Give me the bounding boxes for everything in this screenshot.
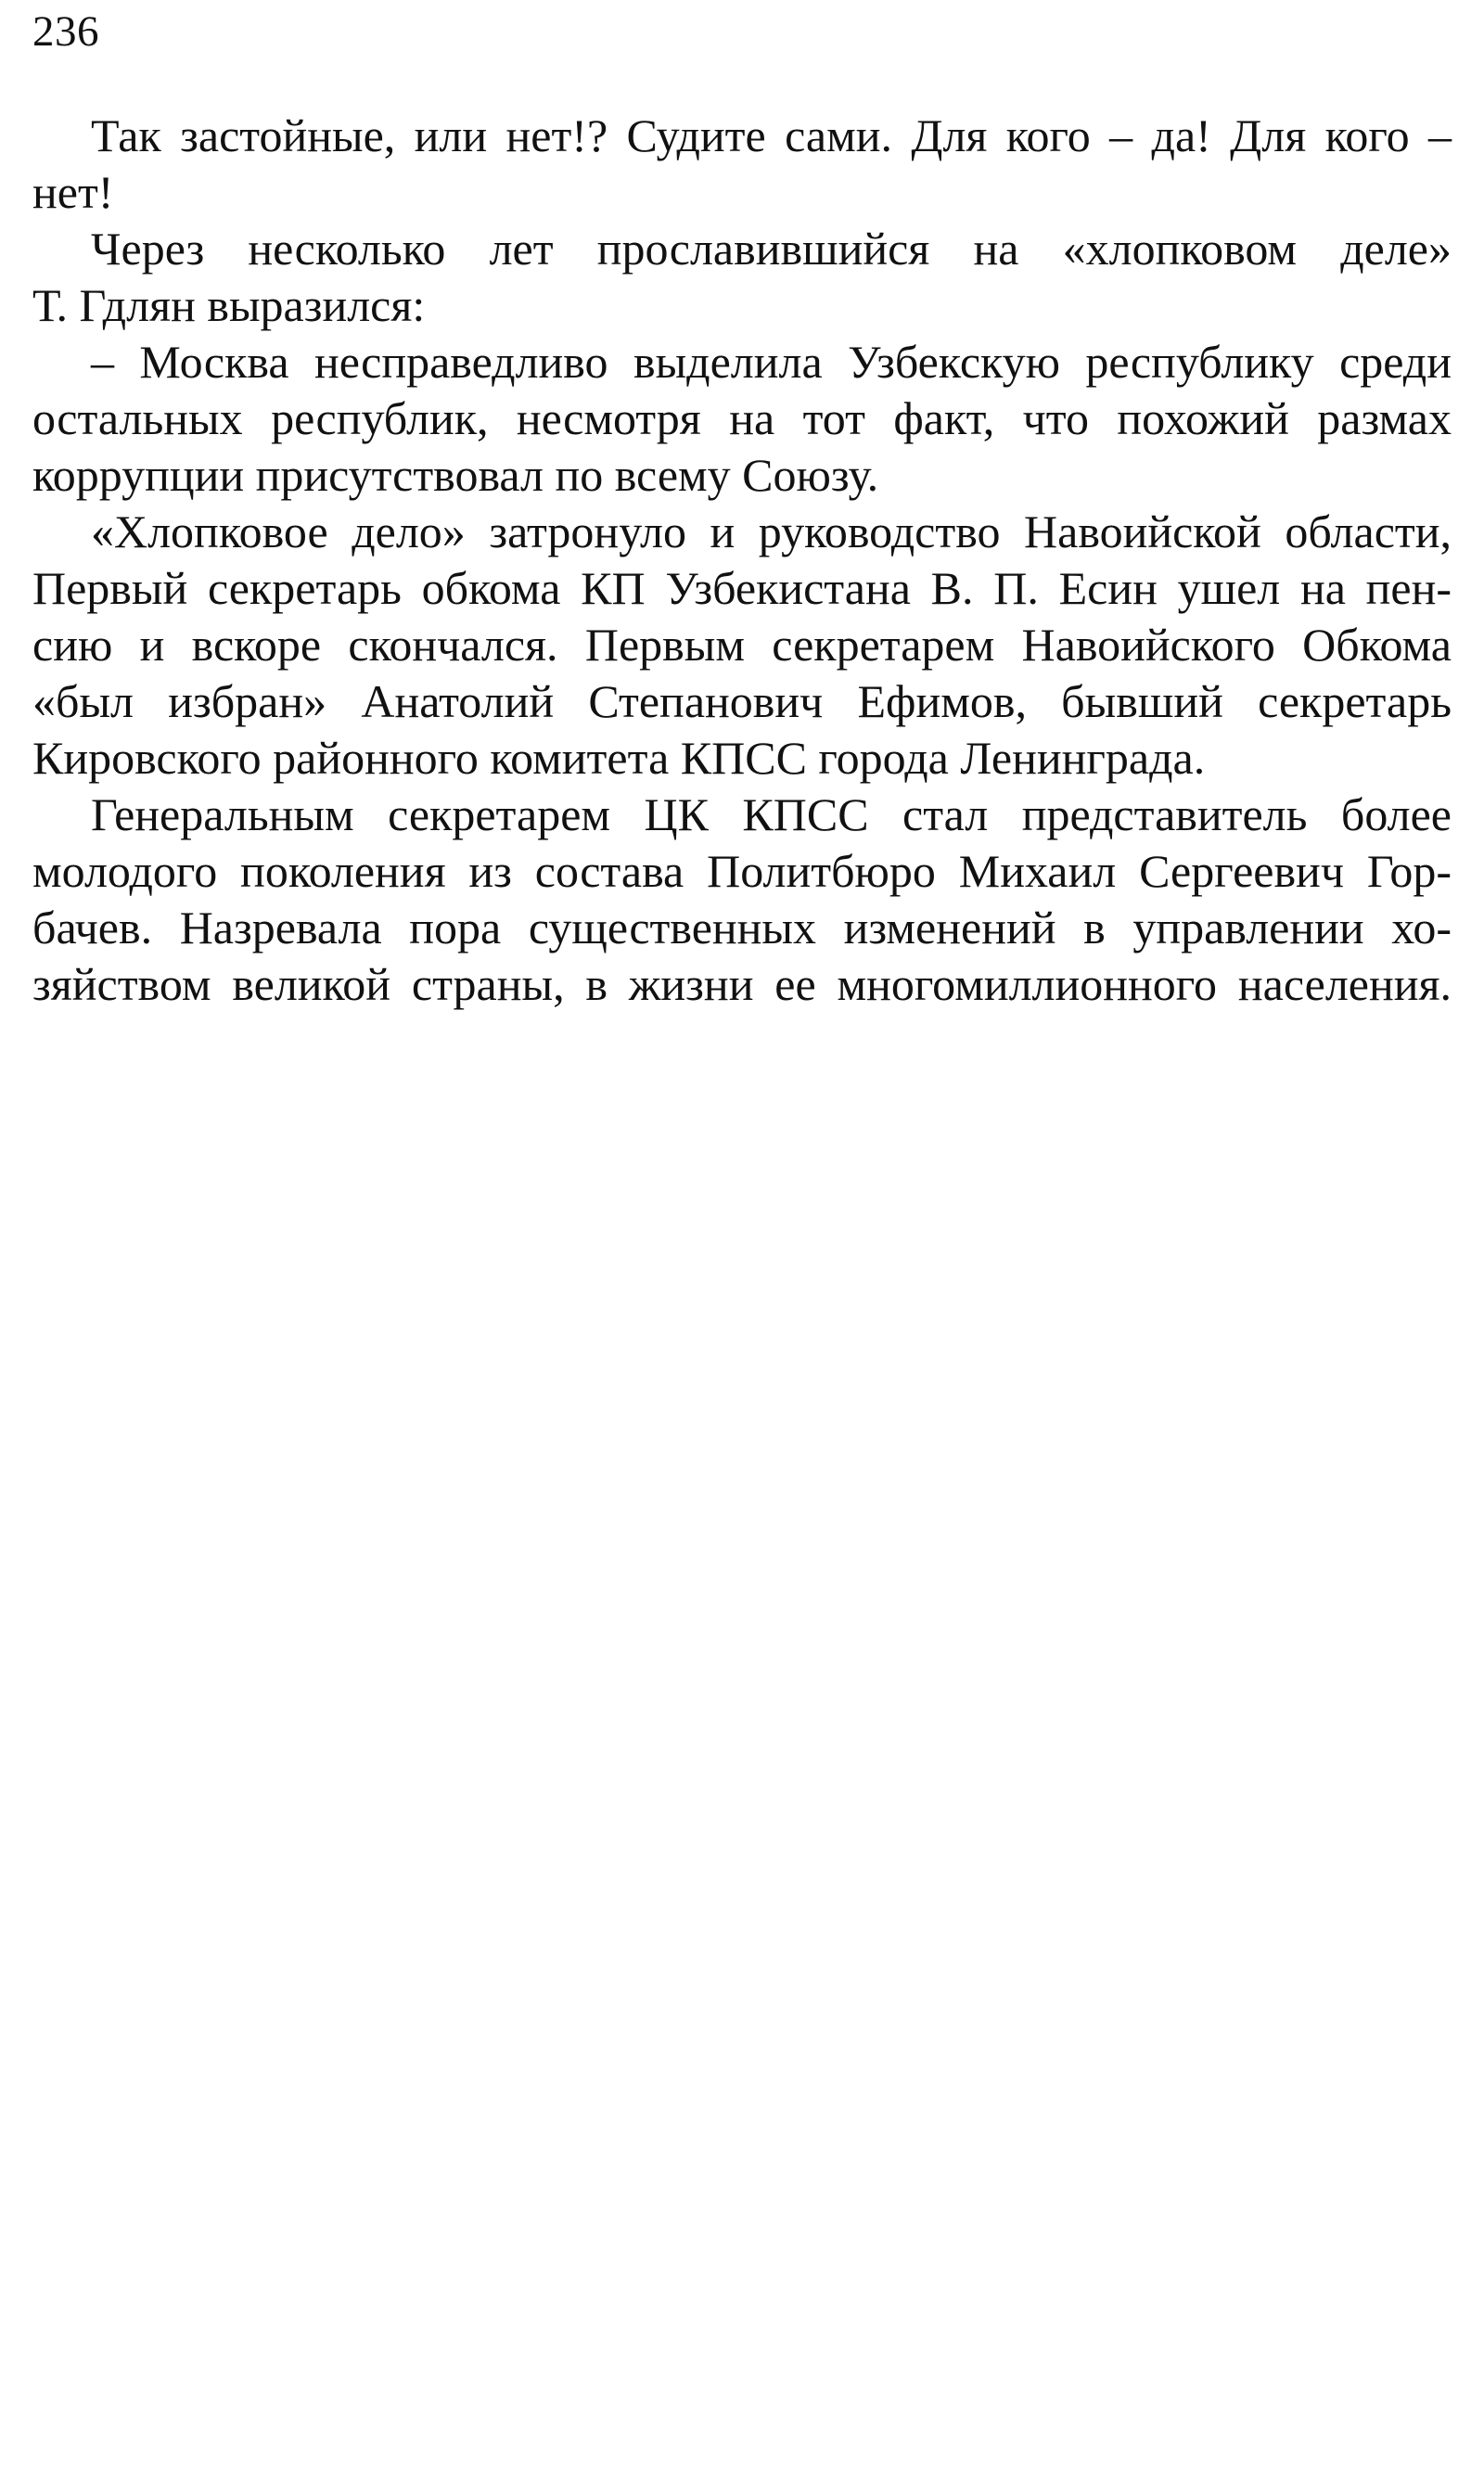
text-line: бачев. Назревала пора существенных изменений в управлении хо- <box>32 902 1452 954</box>
text-line: зяйством великой страны, в жизни ее многомиллионного населения. <box>32 958 1452 1010</box>
text-line: остальных республик, несмотря на тот факт, что похожий размах <box>32 392 1452 444</box>
text-line: «Хлопковое дело» затронуло и руководство Навоийской области, <box>91 506 1452 557</box>
text-line: сию и вскоре скончался. Первым секретарем Навоийского Обкома <box>32 619 1452 671</box>
text-line: Т. Гдлян выразился: <box>32 279 426 331</box>
text-line: – Москва несправедливо выделила Узбекскую республику среди <box>91 336 1452 388</box>
text-line: коррупции присутствовал по всему Союзу. <box>32 449 879 501</box>
text-line: молодого поколения из состава Политбюро Михаил Сергеевич Гор- <box>32 845 1452 897</box>
text-line: Первый секретарь обкома КП Узбекистана В. П. Есин ушел на пен- <box>32 562 1452 614</box>
page-number: 236 <box>32 7 99 56</box>
text-line: Так застойные, или нет!? Судите сами. Для кого – да! Для кого – <box>91 109 1452 161</box>
text-line: Кировского районного комитета КПСС города Ленинграда. <box>32 732 1206 784</box>
text-line: Генеральным секретарем ЦК КПСС стал представитель более <box>91 788 1452 840</box>
body-text <box>32 108 1452 1013</box>
text-line: «был избран» Анатолий Степанович Ефимов, бывший секретарь <box>32 675 1452 727</box>
text-line: Через несколько лет прославившийся на «хлопковом деле» <box>91 223 1452 275</box>
text-line: нет! <box>32 166 114 218</box>
